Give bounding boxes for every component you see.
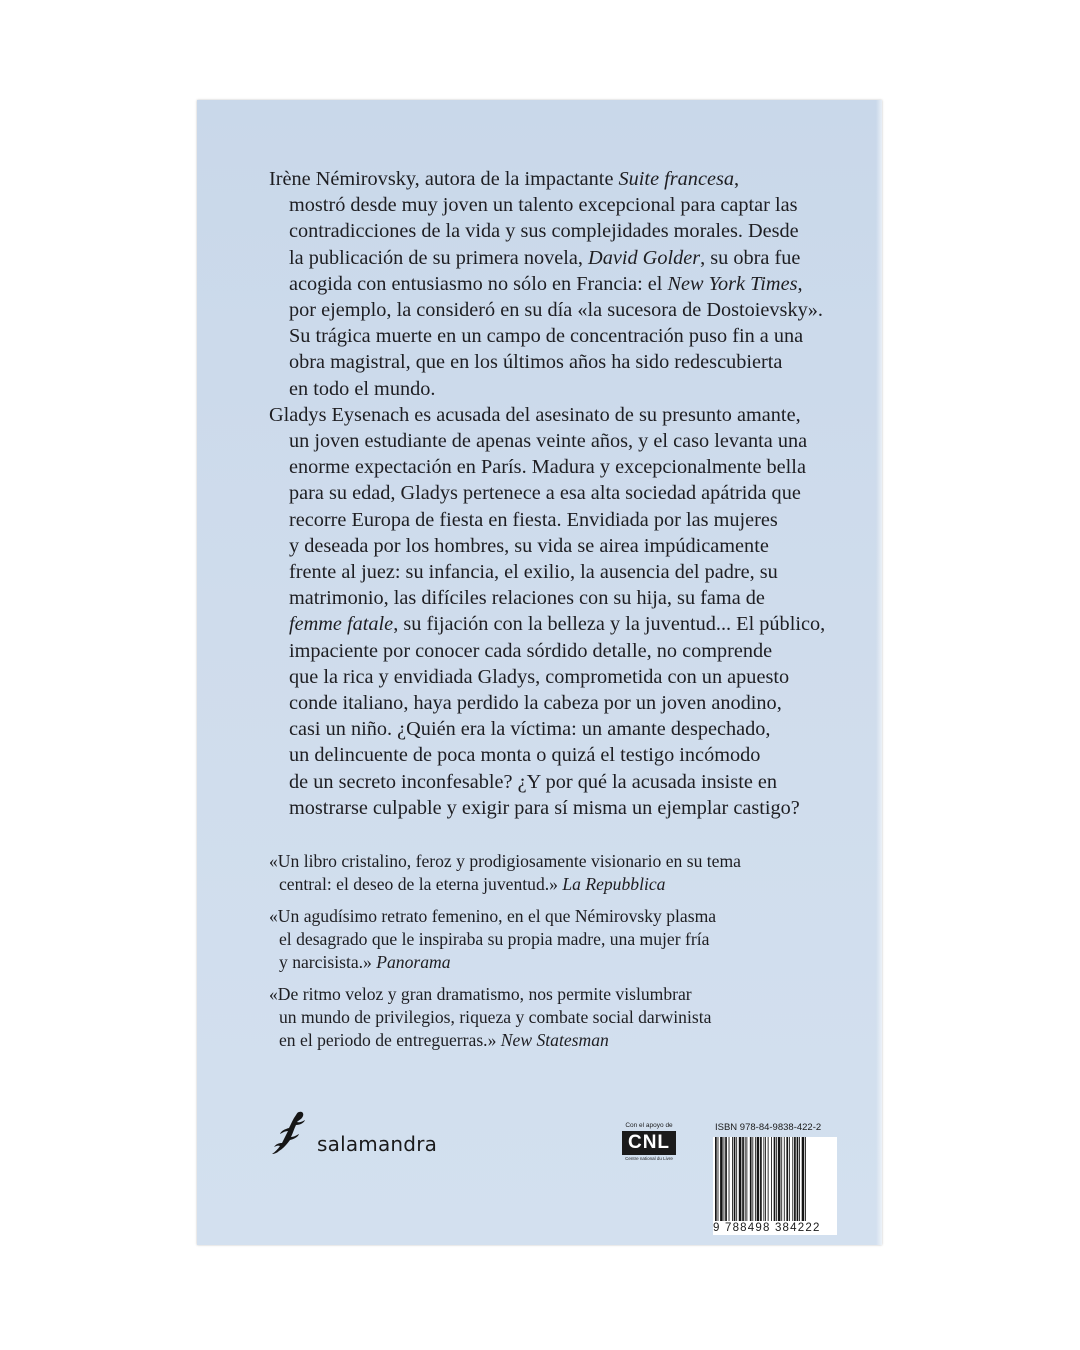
synopsis-line (269, 507, 849, 533)
synopsis-line (269, 349, 849, 375)
synopsis-line (269, 769, 849, 795)
book-back-cover (197, 100, 882, 1245)
synopsis-text (269, 166, 849, 821)
synopsis-line (269, 638, 849, 664)
barcode-bar (786, 1137, 788, 1221)
quote-line: «Un libro cristalino, feroz y prodigiosamente visionario en su tema (269, 851, 741, 871)
synopsis-line (269, 611, 849, 637)
barcode-bar (729, 1137, 730, 1221)
text-run: en todo el mundo. (289, 377, 436, 400)
cover-edge-highlight (876, 100, 882, 1245)
isbn-label: ISBN 978-84-9838-422-2 (715, 1122, 822, 1133)
publisher-logo (269, 1108, 437, 1163)
text-run: acogida con entusiasmo no sólo en Francia: el (289, 272, 668, 295)
barcode-bar (784, 1137, 785, 1221)
text-run: obra magistral, que en los últimos años ha sido redescubierta (289, 351, 783, 374)
synopsis-line (269, 245, 849, 271)
synopsis-line (269, 795, 849, 821)
text-run: un delincuente de poca monta o quizá el testigo incómodo (289, 744, 761, 767)
text-run: de un secreto inconfesable? ¿Y por qué la acusada insiste en (289, 770, 778, 793)
barcode-bar (771, 1137, 772, 1221)
cnl-full-name: Centre national du Livre (625, 1156, 673, 1161)
barcode-bar (746, 1137, 747, 1221)
text-run: contradicciones de la vida y sus complejidades morales. Desde (289, 220, 799, 243)
barcode-bar (742, 1137, 744, 1221)
synopsis-line (269, 716, 849, 742)
barcode-bar (732, 1137, 733, 1221)
quote-line: «De ritmo veloz y gran dramatismo, nos permite vislumbrar (269, 984, 692, 1004)
synopsis-line (269, 454, 849, 480)
italic-title: Suite francesa (618, 168, 734, 190)
barcode-bar (725, 1137, 727, 1221)
text-run: , (733, 168, 740, 190)
quote-source: New Statesman (500, 1030, 609, 1050)
text-run: por ejemplo, la consideró en su día «la sucesora de Dostoievsky». (289, 299, 823, 322)
barcode-bar (797, 1137, 799, 1221)
synopsis-line (269, 323, 849, 349)
text-run: , (797, 272, 803, 295)
synopsis-line (269, 166, 849, 192)
isbn-barcode-block (713, 1122, 839, 1235)
barcode-digits: 9 788498 384222 (713, 1221, 837, 1235)
text-run: impaciente por conocer cada sórdido detalle, no comprende (289, 639, 773, 662)
barcode-bar (776, 1137, 777, 1221)
italic-title: David Golder (588, 246, 701, 269)
barcode-bar (768, 1137, 769, 1221)
text-run: mostrarse culpable y exigir para sí misma un ejemplar castigo? (289, 796, 800, 819)
text-run: un joven estudiante de apenas veinte años, y el caso levanta una (289, 430, 808, 453)
barcode-bar (765, 1137, 766, 1221)
text-run: frente al juez: su infancia, el exilio, la ausencia del padre, su (289, 561, 778, 584)
barcode-bar (789, 1137, 790, 1221)
italic-title: New York Times (667, 272, 798, 295)
quote-line: «Un agudísimo retrato femenino, en el que Némirovsky plasma (269, 906, 717, 926)
quote-line: el desagrado que le inspiraba su propia madre, una mujer fría (279, 929, 710, 949)
barcode-bar (781, 1137, 782, 1221)
barcode-bar (757, 1137, 760, 1221)
press-quote (269, 850, 859, 896)
synopsis-line (269, 428, 849, 454)
synopsis-line (269, 271, 849, 297)
barcode-bar (802, 1137, 805, 1221)
barcode-bar (792, 1137, 793, 1221)
text-run: mostró desde muy joven un talento excepcional para captar las (289, 194, 798, 217)
barcode-bar (734, 1137, 736, 1221)
barcode-bar (718, 1137, 719, 1221)
synopsis-line (269, 690, 849, 716)
text-run: enorme expectación en París. Madura y excepcionalmente bella (289, 456, 806, 479)
cnl-mark: CNL (622, 1131, 676, 1155)
quote-line: en el periodo de entreguerras.» (279, 1030, 501, 1050)
barcode-bar (799, 1137, 800, 1221)
synopsis-line (269, 533, 849, 559)
barcode-bar (750, 1137, 752, 1221)
text-run: recorre Europa de fiesta en fiesta. Envidiada por las mujeres (289, 508, 778, 531)
synopsis-line (269, 585, 849, 611)
synopsis-line (269, 664, 849, 690)
quote-source: La Repubblica (562, 874, 666, 894)
synopsis-line (269, 297, 849, 323)
text-run: Gladys Eysenach es acusada del asesinato de su presunto amante, (269, 403, 801, 426)
text-run: Irène Némirovsky, autora de la impactante (269, 168, 619, 190)
cnl-logo (619, 1122, 679, 1162)
text-run: que la rica y envidiada Gladys, comprometida con un apuesto (289, 665, 790, 688)
quote-line: central: el deseo de la eterna juventud.» (279, 874, 563, 894)
text-run: , su obra fue (700, 246, 801, 269)
synopsis-line (269, 480, 849, 506)
quote-line: y narcisista.» (279, 952, 377, 972)
press-quotes (269, 850, 859, 1061)
text-run: conde italiano, haya perdido la cabeza por un joven anodino, (289, 692, 782, 715)
italic-title: femme fatale (289, 613, 394, 636)
text-run: la publicación de su primera novela, (289, 246, 589, 269)
barcode-bar (720, 1137, 723, 1221)
quote-source: Panorama (376, 952, 451, 972)
synopsis-line (269, 402, 849, 428)
publisher-name: salamandra (317, 1131, 438, 1156)
text-run: para su edad, Gladys pertenece a esa alta sociedad apátrida que (289, 482, 801, 505)
barcode-bar (755, 1137, 756, 1221)
barcode-bar (724, 1137, 725, 1221)
barcode-bar (739, 1137, 742, 1221)
press-quote (269, 905, 859, 974)
barcode-bar (715, 1137, 717, 1221)
barcode-bar (805, 1137, 806, 1221)
synopsis-line (269, 192, 849, 218)
synopsis-line (269, 218, 849, 244)
synopsis-line (269, 559, 849, 585)
barcode-bar (763, 1137, 764, 1221)
barcode-bar (774, 1137, 776, 1221)
barcode-bar (760, 1137, 762, 1221)
text-run: y deseada por los hombres, su vida se airea impúdicamente (289, 534, 769, 557)
barcode (713, 1137, 837, 1221)
synopsis-line (269, 742, 849, 768)
barcode-bar (778, 1137, 781, 1221)
text-run: matrimonio, las difíciles relaciones con su hija, su fama de (289, 587, 765, 610)
barcode-bar (745, 1137, 746, 1221)
text-run: , su fijación con la belleza y la juventud... El público, (393, 613, 826, 636)
text-run: casi un niño. ¿Quién era la víctima: un amante despechado, (289, 718, 771, 741)
synopsis-line (269, 376, 849, 402)
quote-line: un mundo de privilegios, riqueza y combate social darwinista (279, 1007, 712, 1027)
barcode-bar (736, 1137, 737, 1221)
barcode-bar (794, 1137, 796, 1221)
cnl-support-label: Con el apoyo de (625, 1122, 673, 1129)
barcode-bar (752, 1137, 753, 1221)
salamander-icon (269, 1108, 313, 1163)
press-quote (269, 983, 859, 1052)
text-run: Su trágica muerte en un campo de concentración puso fin a una (289, 325, 804, 348)
